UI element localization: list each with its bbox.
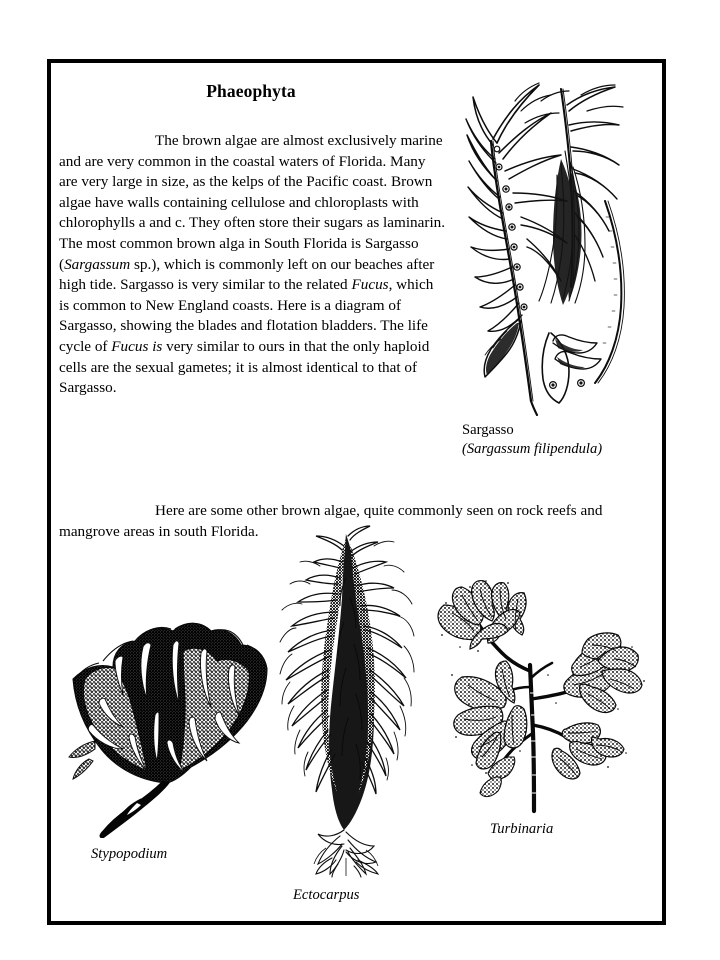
paragraph-intro — [59, 131, 447, 399]
caption-scientific-name: (Sargassum filipendula) — [462, 441, 603, 457]
paragraph-other-brown-algae: Here are some other brown algae, quite commonly seen on rock reefs and mangrove areas in south Florida. — [59, 502, 603, 540]
figure-caption-stypopodium: Stypopodium — [91, 846, 168, 862]
document-page-frame — [47, 59, 666, 925]
document-page-content — [51, 63, 662, 921]
intro-italic-sargassum: Sargassum — [64, 255, 131, 273]
figure-caption-sargasso — [462, 421, 662, 459]
figure-caption-turbinaria: Turbinaria — [490, 821, 554, 837]
turbinaria-line-drawing — [416, 575, 651, 815]
stypopodium-line-drawing — [59, 583, 274, 838]
intro-run-2: sp.), which is commonly left on our beaches after high tide. Sargasso is very similar to the related — [59, 255, 435, 294]
intro-run-1: The brown algae are almost exclusively marine and are very common in the coastal waters of Florida. Many are very large in size, as the kelps of the Pacific coast. Brown algae have walls containing cellulose and chloroplasts with chlorophylls a and c. They often store their sugars as laminarin. The most common brown alga in South Florida is Sargasso ( — [59, 132, 446, 273]
sargassum-line-drawing — [457, 71, 665, 416]
intro-italic-fucus-1: Fucus — [351, 276, 389, 294]
ectocarpus-line-drawing — [276, 518, 421, 878]
page-title: Phaeophyta — [206, 81, 296, 101]
caption-common-name: Sargasso — [462, 422, 514, 438]
intro-run-4: very similar to ours in that the only haploid cells are the sexual gametes; it is almost identical to that of Sargasso. — [59, 337, 430, 397]
intro-run-3: , which is common to New England coasts. Here is a diagram of Sargasso, showing the blades and flotation bladders. The life cycle of — [59, 276, 434, 355]
figure-caption-ectocarpus: Ectocarpus — [293, 887, 360, 903]
intro-italic-fucus-2: Fucus is — [111, 337, 163, 355]
